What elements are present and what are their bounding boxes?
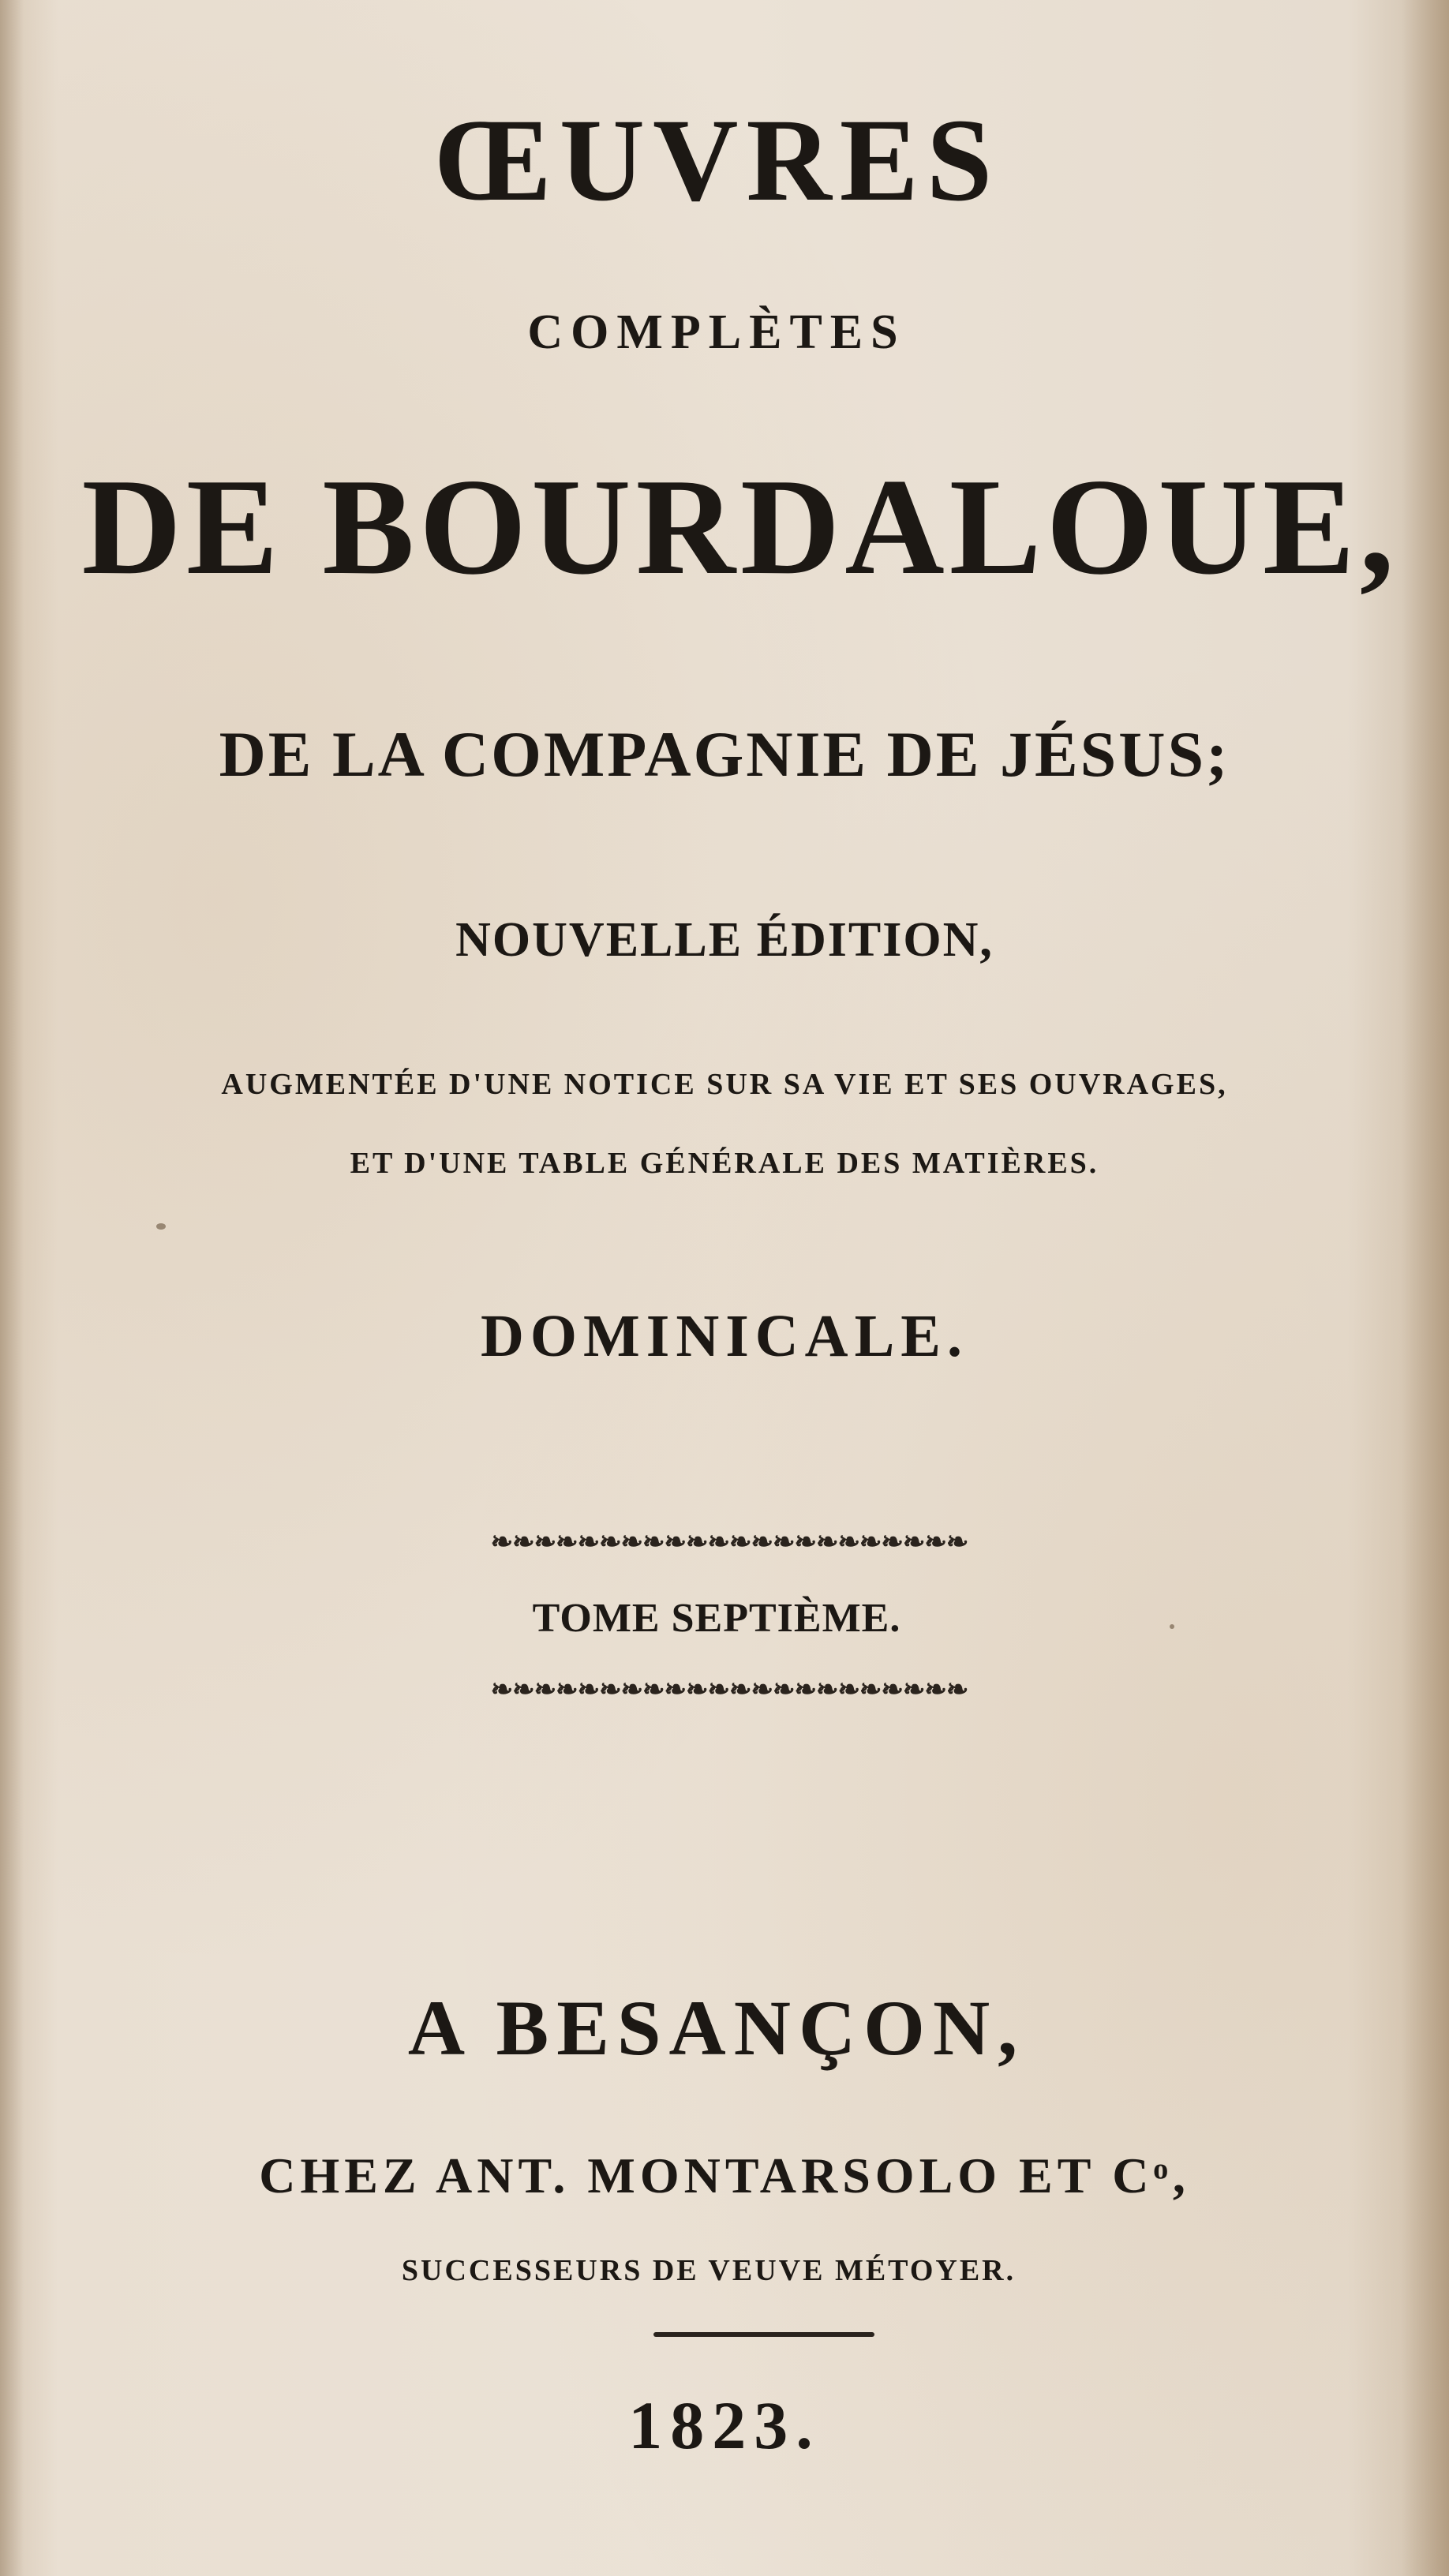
book-subtitle: COMPLÈTES: [527, 305, 906, 359]
imprint-city: A BESANÇON,: [407, 1984, 1026, 2072]
volume-number: TOME SEPTIÈME.: [532, 1596, 901, 1641]
edition-statement: NOUVELLE ÉDITION,: [455, 913, 994, 967]
ornamental-rule-bottom: ❧❧❧❧❧❧❧❧❧❧❧❧❧❧❧❧❧❧❧❧❧❧: [490, 1676, 968, 1705]
publication-year: 1823.: [628, 2387, 821, 2463]
imprint-successors: SUCCESSEURS DE VEUVE MÉTOYER.: [401, 2254, 1017, 2287]
imprint-rule: [653, 2332, 874, 2337]
section-title: DOMINICALE.: [481, 1303, 968, 1369]
ornamental-rule-top: ❧❧❧❧❧❧❧❧❧❧❧❧❧❧❧❧❧❧❧❧❧❧: [490, 1528, 968, 1557]
augmentation-note-line-2: ET D'UNE TABLE GÉNÉRALE DES MATIÈRES.: [350, 1147, 1099, 1180]
author-name: DE BOURDALOUE,: [81, 450, 1399, 603]
augmentation-note-line-1: AUGMENTÉE D'UNE NOTICE SUR SA VIE ET SES OUVRAGES,: [221, 1068, 1228, 1101]
author-affiliation: DE LA COMPAGNIE DE JÉSUS;: [219, 718, 1230, 790]
ink-spot: [156, 1223, 166, 1230]
book-title: ŒUVRES: [432, 95, 1001, 226]
imprint-publisher: CHEZ ANT. MONTARSOLO ET Cᵒ,: [259, 2147, 1190, 2203]
